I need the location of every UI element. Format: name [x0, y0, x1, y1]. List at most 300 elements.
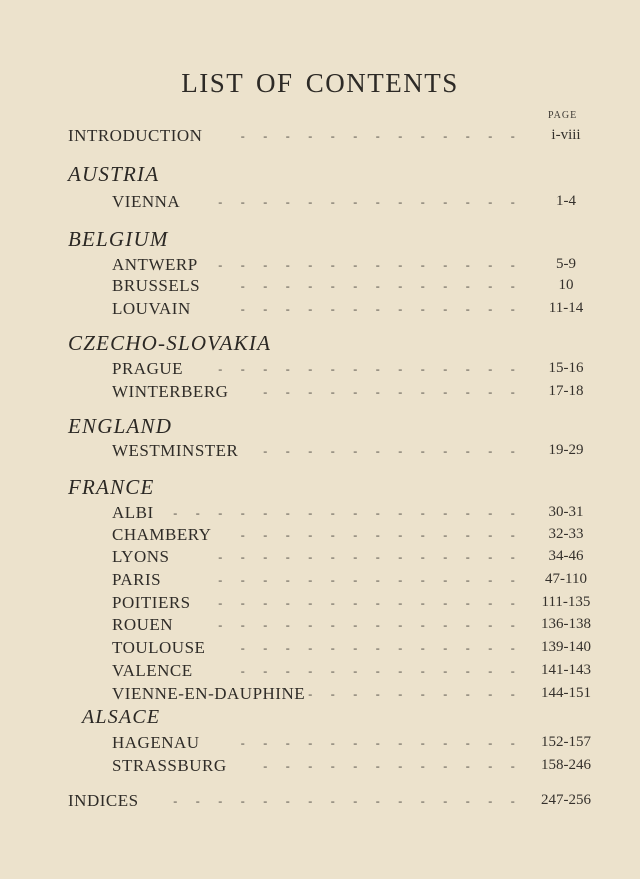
- leader-dash: -: [240, 362, 245, 376]
- leader-dash: -: [398, 506, 403, 520]
- leader-dash: -: [443, 362, 448, 376]
- dot-leader: [158, 506, 524, 521]
- leader-dash: -: [285, 550, 290, 564]
- leader-dash: -: [240, 550, 245, 564]
- section-heading-czecho-slovakia: CZECHO-SLOVAKIA: [68, 331, 272, 355]
- leader-dash: -: [285, 302, 290, 316]
- leader-dash: -: [263, 506, 268, 520]
- leader-dash: -: [398, 302, 403, 316]
- leader-dash: -: [375, 736, 380, 750]
- leader-dash: -: [465, 362, 470, 376]
- entry-pages: 5-9: [556, 256, 576, 272]
- leader-dash: -: [375, 687, 380, 701]
- leader-dash: -: [263, 195, 268, 209]
- entry-pages: 136-138: [541, 616, 591, 632]
- leader-dash: -: [443, 618, 448, 632]
- leader-dash: -: [465, 573, 470, 587]
- leader-dash: -: [420, 596, 425, 610]
- leader-dash: -: [398, 736, 403, 750]
- leader-dash: -: [353, 759, 358, 773]
- dot-leader: [196, 195, 524, 210]
- leader-dash: -: [488, 195, 493, 209]
- leader-dash: -: [173, 794, 178, 808]
- leader-dash: -: [420, 362, 425, 376]
- leader-dash: -: [488, 687, 493, 701]
- entry-label: HAGENAU: [112, 733, 200, 752]
- toc-entry-indices[interactable]: [68, 791, 596, 815]
- leader-dash: -: [263, 444, 268, 458]
- entry-label: ROUEN: [112, 615, 174, 634]
- leader-dash: -: [263, 736, 268, 750]
- leader-dash: -: [330, 759, 335, 773]
- leader-dash: -: [488, 550, 493, 564]
- leader-dash: -: [398, 664, 403, 678]
- leader-dash: -: [465, 618, 470, 632]
- leader-dash: -: [420, 759, 425, 773]
- leader-dash: -: [353, 573, 358, 587]
- leader-dash: -: [285, 258, 290, 272]
- entry-pages: 111-135: [541, 594, 591, 610]
- leader-dash: -: [308, 195, 313, 209]
- dot-leader: [288, 687, 524, 702]
- toc-entry-lyons[interactable]: [112, 547, 596, 571]
- leader-dash: -: [465, 759, 470, 773]
- leader-dash: -: [330, 573, 335, 587]
- leader-dash: -: [398, 129, 403, 143]
- leader-dash: -: [353, 129, 358, 143]
- entry-pages: i-viii: [551, 127, 581, 143]
- leader-dash: -: [420, 279, 425, 293]
- leader-dash: -: [375, 385, 380, 399]
- leader-dash: -: [398, 279, 403, 293]
- leader-dash: -: [443, 302, 448, 316]
- leader-dash: -: [465, 258, 470, 272]
- leader-dash: -: [443, 641, 448, 655]
- entry-label: INDICES: [68, 791, 139, 810]
- entry-pages: 10: [558, 277, 574, 293]
- leader-dash: -: [240, 596, 245, 610]
- leader-dash: -: [510, 618, 515, 632]
- leader-dash: -: [398, 596, 403, 610]
- leader-dash: -: [263, 385, 268, 399]
- leader-dash: -: [375, 573, 380, 587]
- toc-entry-poitiers[interactable]: [112, 593, 596, 617]
- leader-dash: -: [353, 550, 358, 564]
- entry-label: VIENNA: [112, 192, 181, 211]
- leader-dash: -: [420, 736, 425, 750]
- leader-dash: -: [488, 279, 493, 293]
- leader-dash: -: [488, 664, 493, 678]
- leader-dash: -: [353, 362, 358, 376]
- leader-dash: -: [510, 759, 515, 773]
- entry-pages: 141-143: [541, 662, 591, 678]
- entry-label: PARIS: [112, 570, 162, 589]
- leader-dash: -: [240, 129, 245, 143]
- leader-dash: -: [510, 664, 515, 678]
- entry-label: POITIERS: [112, 593, 191, 612]
- leader-dash: -: [240, 641, 245, 655]
- leader-dash: -: [510, 506, 515, 520]
- leader-dash: -: [375, 258, 380, 272]
- leader-dash: -: [308, 362, 313, 376]
- leader-dash: -: [510, 258, 515, 272]
- leader-dash: -: [330, 664, 335, 678]
- leader-dash: -: [488, 129, 493, 143]
- leader-dash: -: [218, 506, 223, 520]
- entry-label: VIENNE-EN-DAUPHINE: [112, 684, 306, 703]
- leader-dash: -: [488, 506, 493, 520]
- section-heading-belgium: BELGIUM: [68, 227, 169, 251]
- leader-dash: -: [510, 279, 515, 293]
- leader-dash: -: [443, 279, 448, 293]
- leader-dash: -: [488, 444, 493, 458]
- leader-dash: -: [240, 528, 245, 542]
- leader-dash: -: [263, 759, 268, 773]
- leader-dash: -: [263, 618, 268, 632]
- dot-leader: [224, 279, 524, 294]
- leader-dash: -: [398, 258, 403, 272]
- section-heading-alsace: ALSACE: [82, 706, 161, 728]
- entry-label: LYONS: [112, 547, 170, 566]
- leader-dash: -: [488, 528, 493, 542]
- leader-dash: -: [353, 506, 358, 520]
- leader-dash: -: [353, 618, 358, 632]
- entry-label: CHAMBERY: [112, 525, 212, 544]
- leader-dash: -: [465, 528, 470, 542]
- leader-dash: -: [375, 444, 380, 458]
- leader-dash: -: [308, 664, 313, 678]
- leader-dash: -: [443, 596, 448, 610]
- leader-dash: -: [420, 618, 425, 632]
- toc-entry-chambery[interactable]: [112, 525, 596, 549]
- leader-dash: -: [443, 550, 448, 564]
- leader-dash: -: [285, 528, 290, 542]
- entry-pages: 247-256: [541, 792, 591, 808]
- leader-dash: -: [285, 362, 290, 376]
- leader-dash: -: [285, 794, 290, 808]
- leader-dash: -: [420, 302, 425, 316]
- leader-dash: -: [330, 129, 335, 143]
- leader-dash: -: [420, 444, 425, 458]
- leader-dash: -: [465, 302, 470, 316]
- toc-entry-brussels[interactable]: [112, 276, 596, 300]
- leader-dash: -: [465, 279, 470, 293]
- leader-dash: -: [443, 687, 448, 701]
- leader-dash: -: [443, 385, 448, 399]
- leader-dash: -: [285, 385, 290, 399]
- entry-pages: 19-29: [548, 442, 584, 458]
- entry-pages: 144-151: [541, 685, 591, 701]
- dot-leader: [246, 444, 524, 459]
- leader-dash: -: [263, 302, 268, 316]
- section-heading-austria: AUSTRIA: [68, 162, 160, 186]
- leader-dash: -: [375, 550, 380, 564]
- leader-dash: -: [465, 641, 470, 655]
- leader-dash: -: [443, 258, 448, 272]
- leader-dash: -: [308, 550, 313, 564]
- leader-dash: -: [353, 687, 358, 701]
- leader-dash: -: [398, 528, 403, 542]
- leader-dash: -: [375, 641, 380, 655]
- entry-label: TOULOUSE: [112, 638, 206, 657]
- leader-dash: -: [443, 736, 448, 750]
- dot-leader: [224, 302, 524, 317]
- leader-dash: -: [285, 444, 290, 458]
- leader-dash: -: [375, 664, 380, 678]
- leader-dash: -: [420, 385, 425, 399]
- leader-dash: -: [488, 302, 493, 316]
- leader-dash: -: [285, 641, 290, 655]
- leader-dash: -: [218, 195, 223, 209]
- leader-dash: -: [510, 528, 515, 542]
- leader-dash: -: [285, 596, 290, 610]
- leader-dash: -: [285, 195, 290, 209]
- entry-label: INTRODUCTION: [68, 126, 203, 145]
- leader-dash: -: [465, 596, 470, 610]
- leader-dash: -: [375, 129, 380, 143]
- leader-dash: -: [308, 129, 313, 143]
- leader-dash: -: [263, 550, 268, 564]
- toc-entry-paris[interactable]: [112, 570, 596, 594]
- leader-dash: -: [420, 550, 425, 564]
- leader-dash: -: [308, 279, 313, 293]
- leader-dash: -: [420, 664, 425, 678]
- entry-label: WINTERBERG: [112, 382, 229, 401]
- leader-dash: -: [488, 596, 493, 610]
- leader-dash: -: [398, 550, 403, 564]
- leader-dash: -: [240, 618, 245, 632]
- leader-dash: -: [443, 573, 448, 587]
- leader-dash: -: [240, 736, 245, 750]
- toc-entry-strassburg[interactable]: [112, 756, 596, 780]
- leader-dash: -: [420, 258, 425, 272]
- leader-dash: -: [353, 641, 358, 655]
- leader-dash: -: [308, 736, 313, 750]
- leader-dash: -: [308, 794, 313, 808]
- leader-dash: -: [375, 506, 380, 520]
- entry-label: LOUVAIN: [112, 299, 191, 318]
- section-heading-france: FRANCE: [68, 475, 155, 499]
- leader-dash: -: [465, 129, 470, 143]
- leader-dash: -: [263, 362, 268, 376]
- leader-dash: -: [218, 258, 223, 272]
- leader-dash: -: [398, 385, 403, 399]
- dot-leader: [218, 129, 524, 144]
- toc-entry-rouen[interactable]: [112, 615, 596, 639]
- leader-dash: -: [263, 596, 268, 610]
- entry-pages: 139-140: [541, 639, 591, 655]
- toc-entry-prague[interactable]: [112, 359, 596, 383]
- leader-dash: -: [465, 195, 470, 209]
- leader-dash: -: [488, 573, 493, 587]
- leader-dash: -: [353, 258, 358, 272]
- entry-pages: 158-246: [541, 757, 591, 773]
- dot-leader: [196, 573, 524, 588]
- leader-dash: -: [465, 506, 470, 520]
- leader-dash: -: [285, 759, 290, 773]
- leader-dash: -: [308, 528, 313, 542]
- leader-dash: -: [375, 596, 380, 610]
- leader-dash: -: [398, 362, 403, 376]
- entry-label: VALENCE: [112, 661, 193, 680]
- leader-dash: -: [308, 641, 313, 655]
- leader-dash: -: [330, 195, 335, 209]
- leader-dash: -: [263, 528, 268, 542]
- entry-pages: 32-33: [548, 526, 584, 542]
- leader-dash: -: [285, 573, 290, 587]
- leader-dash: -: [263, 258, 268, 272]
- leader-dash: -: [398, 573, 403, 587]
- leader-dash: -: [240, 664, 245, 678]
- leader-dash: -: [510, 444, 515, 458]
- leader-dash: -: [308, 302, 313, 316]
- leader-dash: -: [375, 618, 380, 632]
- leader-dash: -: [465, 664, 470, 678]
- leader-dash: -: [308, 444, 313, 458]
- leader-dash: -: [330, 687, 335, 701]
- leader-dash: -: [510, 302, 515, 316]
- leader-dash: -: [353, 279, 358, 293]
- dot-leader: [224, 664, 524, 679]
- leader-dash: -: [510, 362, 515, 376]
- leader-dash: -: [465, 444, 470, 458]
- page-title: LIST OF CONTENTS: [181, 68, 459, 98]
- leader-dash: -: [308, 759, 313, 773]
- leader-dash: -: [488, 385, 493, 399]
- leader-dash: -: [375, 794, 380, 808]
- leader-dash: -: [465, 687, 470, 701]
- leader-dash: -: [510, 736, 515, 750]
- leader-dash: -: [240, 302, 245, 316]
- leader-dash: -: [173, 506, 178, 520]
- leader-dash: -: [510, 641, 515, 655]
- leader-dash: -: [510, 596, 515, 610]
- leader-dash: -: [510, 195, 515, 209]
- toc-entry-hagenau[interactable]: [112, 733, 596, 757]
- leader-dash: -: [375, 362, 380, 376]
- section-heading-england: ENGLAND: [68, 414, 173, 438]
- entry-pages: 11-14: [548, 300, 584, 316]
- leader-dash: -: [330, 258, 335, 272]
- leader-dash: -: [263, 641, 268, 655]
- toc-entry-albi[interactable]: [112, 503, 596, 527]
- leader-dash: -: [488, 794, 493, 808]
- entry-label: ALBI: [112, 503, 154, 522]
- leader-dash: -: [488, 641, 493, 655]
- leader-dash: -: [195, 794, 200, 808]
- leader-dash: -: [218, 573, 223, 587]
- leader-dash: -: [285, 506, 290, 520]
- leader-dash: -: [375, 195, 380, 209]
- leader-dash: -: [375, 528, 380, 542]
- leader-dash: -: [285, 129, 290, 143]
- dot-leader: [210, 736, 524, 751]
- leader-dash: -: [218, 550, 223, 564]
- leader-dash: -: [510, 129, 515, 143]
- entry-pages: 15-16: [548, 360, 584, 376]
- dot-leader: [158, 794, 524, 809]
- entry-label: ANTWERP: [112, 255, 198, 274]
- entry-pages: 152-157: [541, 734, 591, 750]
- dot-leader: [240, 759, 524, 774]
- leader-dash: -: [443, 195, 448, 209]
- toc-entry-westminster[interactable]: [112, 441, 596, 465]
- dot-leader: [196, 550, 524, 565]
- leader-dash: -: [353, 596, 358, 610]
- leader-dash: -: [330, 385, 335, 399]
- leader-dash: -: [308, 385, 313, 399]
- leader-dash: -: [218, 596, 223, 610]
- toc-entry-louvain[interactable]: [112, 299, 596, 323]
- toc-entry-introduction[interactable]: [68, 126, 596, 150]
- leader-dash: -: [398, 618, 403, 632]
- leader-dash: -: [330, 506, 335, 520]
- toc-entry-vienne-en-dauphine[interactable]: [112, 684, 596, 708]
- leader-dash: -: [443, 794, 448, 808]
- entry-pages: 47-110: [545, 571, 587, 587]
- leader-dash: -: [285, 664, 290, 678]
- leader-dash: -: [285, 279, 290, 293]
- leader-dash: -: [443, 664, 448, 678]
- leader-dash: -: [465, 550, 470, 564]
- leader-dash: -: [353, 794, 358, 808]
- toc-entry-valence[interactable]: [112, 661, 596, 685]
- leader-dash: -: [420, 129, 425, 143]
- leader-dash: -: [195, 506, 200, 520]
- leader-dash: -: [510, 550, 515, 564]
- leader-dash: -: [353, 195, 358, 209]
- leader-dash: -: [330, 794, 335, 808]
- dot-leader: [224, 641, 524, 656]
- leader-dash: -: [330, 618, 335, 632]
- leader-dash: -: [330, 550, 335, 564]
- leader-dash: -: [308, 596, 313, 610]
- dot-leader: [196, 618, 524, 633]
- leader-dash: -: [443, 129, 448, 143]
- leader-dash: -: [240, 794, 245, 808]
- entry-label: BRUSSELS: [112, 276, 201, 295]
- leader-dash: -: [420, 195, 425, 209]
- leader-dash: -: [353, 664, 358, 678]
- leader-dash: -: [398, 444, 403, 458]
- leader-dash: -: [330, 596, 335, 610]
- leader-dash: -: [330, 302, 335, 316]
- leader-dash: -: [465, 736, 470, 750]
- toc-entry-vienna[interactable]: [112, 192, 596, 216]
- leader-dash: -: [398, 195, 403, 209]
- leader-dash: -: [465, 794, 470, 808]
- leader-dash: -: [488, 362, 493, 376]
- leader-dash: -: [240, 506, 245, 520]
- leader-dash: -: [443, 528, 448, 542]
- leader-dash: -: [218, 618, 223, 632]
- toc-entry-winterberg[interactable]: [112, 382, 596, 406]
- leader-dash: -: [330, 362, 335, 376]
- leader-dash: -: [308, 573, 313, 587]
- entry-pages: 34-46: [548, 548, 584, 564]
- leader-dash: -: [443, 759, 448, 773]
- leader-dash: -: [488, 618, 493, 632]
- toc-entry-toulouse[interactable]: [112, 638, 596, 662]
- leader-dash: -: [420, 687, 425, 701]
- leader-dash: -: [420, 506, 425, 520]
- leader-dash: -: [488, 736, 493, 750]
- leader-dash: -: [308, 618, 313, 632]
- leader-dash: -: [465, 385, 470, 399]
- leader-dash: -: [420, 794, 425, 808]
- leader-dash: -: [218, 362, 223, 376]
- leader-dash: -: [330, 444, 335, 458]
